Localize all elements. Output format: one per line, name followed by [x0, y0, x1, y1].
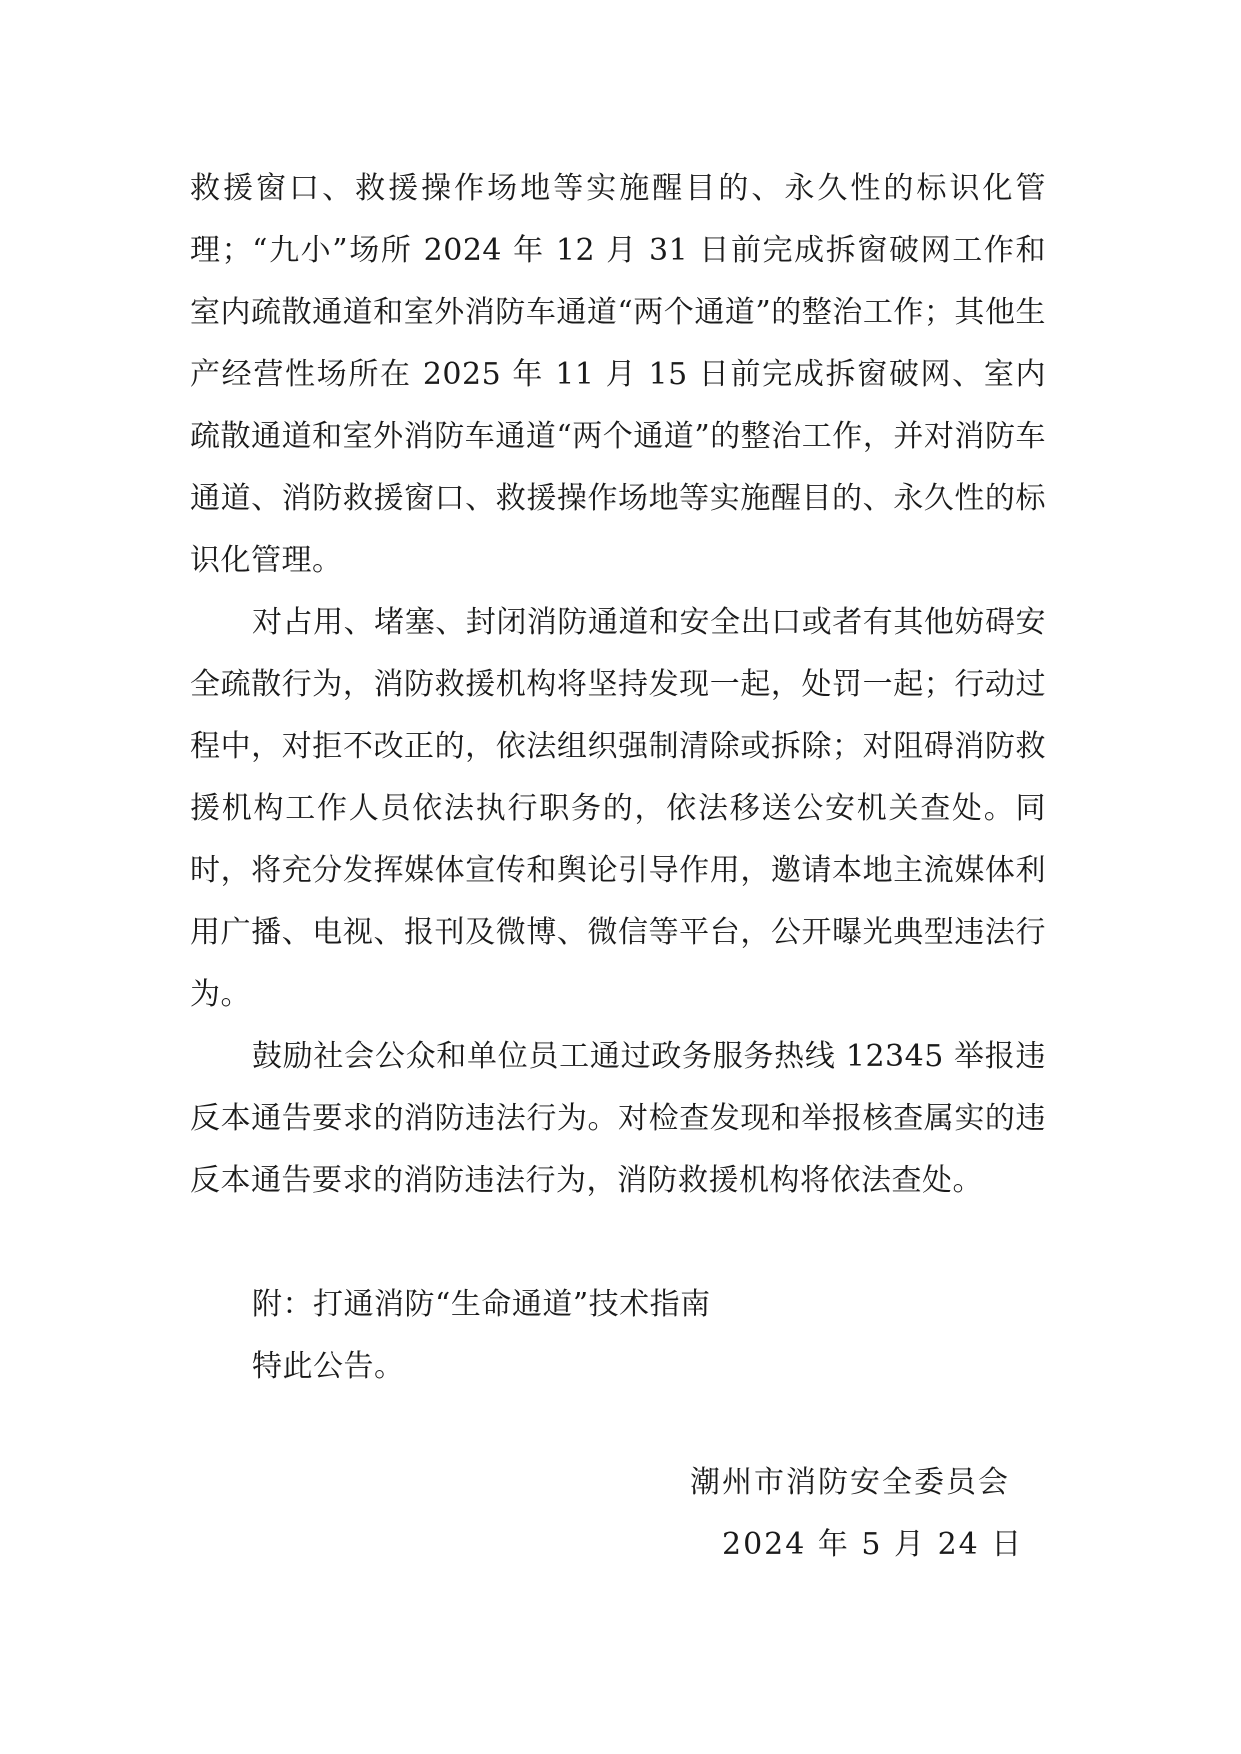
attachment-line: 附：打通消防“生命通道”技术指南 — [252, 1287, 711, 1322]
body-paragraph-1: 救援窗口、救援操作场地等实施醒目的、永久性的标识化管理；“九小”场所 2024 年 12 月 31 日前完成拆窗破网工作和室内疏散通道和室外消防车通道“两个通道”的整治工作；其他生产经营性场所在 2025 年 11 月 15 日前完成拆窗破网、室内疏散通道和室外消防车通道“两个通道”的整治工作，并对消防车通道、消防救援窗口、救援操作场地等实施醒目的、永久性的标识化管理。 — [190, 171, 1046, 578]
signature-date: 2024 年 5 月 24 日 — [722, 1527, 1024, 1562]
body-paragraph-2: 对占用、堵塞、封闭消防通道和安全出口或者有其他妨碍安全疏散行为，消防救援机构将坚持发现一起，处罚一起；行动过程中，对拒不改正的，依法组织强制清除或拆除；对阻碍消防救援机构工作人员依法执行职务的，依法移送公安机关查处。同时，将充分发挥媒体宣传和舆论引导作用，邀请本地主流媒体利用广播、电视、报刊及微博、微信等平台，公开曝光典型违法行为。 — [190, 605, 1046, 1012]
closing-line: 特此公告。 — [252, 1349, 405, 1384]
signature-organization: 潮州市消防安全委员会 — [690, 1465, 1010, 1500]
body-paragraph-3: 鼓励社会公众和单位员工通过政务服务热线 12345 举报违反本通告要求的消防违法行为。对检查发现和举报核查属实的违反本通告要求的消防违法行为，消防救援机构将依法查处。 — [190, 1039, 1046, 1198]
